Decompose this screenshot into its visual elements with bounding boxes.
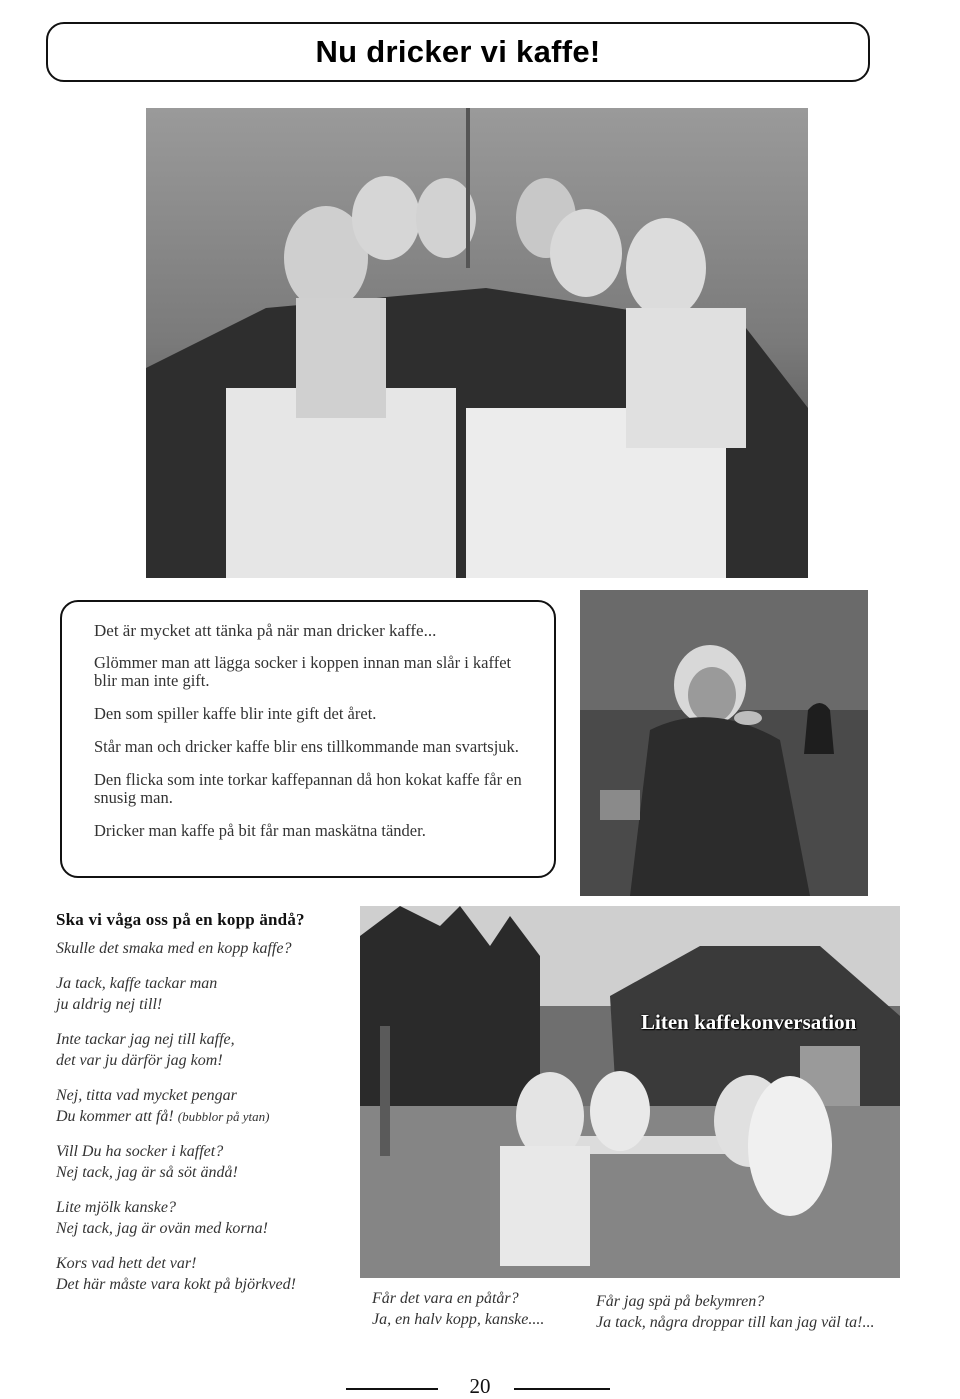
conversation-exchange [56, 1030, 356, 1071]
caption-line: Får jag spä på bekymren? [596, 1293, 765, 1310]
superstition-item: Står man och dricker kaffe blir ens tillkommande man svartsjuk. [94, 737, 519, 756]
conversation-line: Nej tack, jag är så söt ändå! [56, 1163, 238, 1181]
coffee-conversation [56, 910, 356, 1310]
caption-line: Ja tack, några droppar till kan jag väl ta!... [596, 1313, 875, 1331]
caption-mid [372, 1289, 592, 1330]
conversation-exchange [56, 1198, 356, 1239]
caption-line: Får det vara en påtår? [372, 1290, 519, 1307]
conversation-line: Kors vad hett det var! [56, 1255, 197, 1272]
superstitions-box [60, 600, 556, 878]
superstitions-heading: Det är mycket att tänka på när man dricker kaffe... [94, 621, 437, 640]
conversation-line: Det här måste vara kokt på björkved! [56, 1275, 296, 1293]
conversation-question: Ska vi våga oss på en kopp ändå? [56, 910, 305, 929]
conversation-line: Nej tack, jag är ovän med korna! [56, 1219, 268, 1237]
footer-rule-right [514, 1388, 610, 1390]
conversation-note: (bubblor på ytan) [177, 1108, 270, 1124]
superstition-item: Den flicka som inte torkar kaffepannan då hon kokat kaffe får en snusig man. [94, 770, 522, 807]
photo-old-woman [580, 590, 868, 896]
conversation-line: Lite mjölk kanske? [56, 1199, 176, 1216]
conversation-line: Skulle det smaka med en kopp kaffe? [56, 939, 292, 957]
photo-caption: Liten kaffekonversation [641, 1010, 857, 1034]
conversation-line: Du kommer att få! [56, 1107, 174, 1125]
photo-boat-coffee [146, 108, 808, 578]
superstition-item: Dricker man kaffe på bit får man maskätna tänder. [94, 821, 426, 840]
conversation-exchange [56, 1254, 356, 1295]
photo-garden-coffee [360, 906, 900, 1278]
conversation-exchange [56, 974, 356, 1015]
superstition-item: Den som spiller kaffe blir inte gift det året. [94, 704, 377, 723]
conversation-line: ju aldrig nej till! [56, 995, 163, 1013]
conversation-line: Ja tack, kaffe tackar man [56, 975, 218, 992]
superstition-item: Glömmer man att lägga socker i koppen innan man slår i kaffet blir man inte gift. [94, 653, 512, 690]
page-number: 20 [469, 1374, 491, 1398]
conversation-line: Inte tackar jag nej till kaffe, [56, 1031, 235, 1048]
conversation-line: Vill Du ha socker i kaffet? [56, 1143, 224, 1160]
caption-right [596, 1292, 936, 1333]
title-box [46, 22, 870, 82]
conversation-line: Nej, titta vad mycket pengar [56, 1087, 237, 1104]
conversation-line: det var ju därför jag kom! [56, 1051, 223, 1069]
conversation-line-with-note [56, 1107, 356, 1128]
conversation-exchange [56, 1086, 356, 1127]
conversation-exchange [56, 939, 356, 960]
footer-rule-left [346, 1388, 438, 1390]
caption-line: Ja, en halv kopp, kanske.... [372, 1310, 545, 1328]
page-title: Nu dricker vi kaffe! [315, 34, 601, 69]
conversation-exchange [56, 1142, 356, 1183]
